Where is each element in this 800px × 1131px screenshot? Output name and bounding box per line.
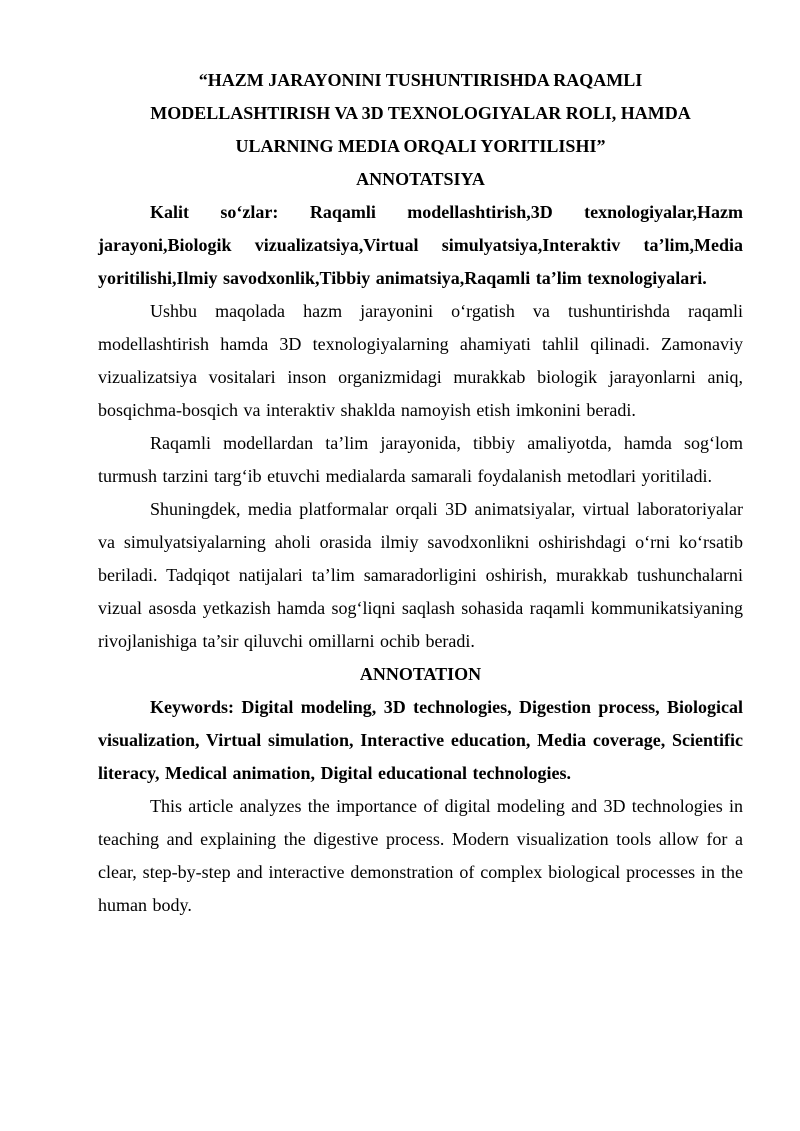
annotatsiya-heading: ANNOTATSIYA — [356, 169, 485, 189]
title-line-3: ULARNING MEDIA ORQALI YORITILISHI” — [235, 136, 606, 156]
keywords-en-paragraph: Keywords: Digital modeling, 3D technologies, Digestion process, Biological visualization, Virtual simulation, Interactive education, Media coverage, Scientific literacy, Medical animation, Digital educational technologies. — [98, 697, 743, 783]
uz-paragraph-2: Raqamli modellardan ta’lim jarayonida, tibbiy amaliyotda, hamda sog‘lom turmush tarzini targ‘ib etuvchi medialarda samarali foydalanish metodlari yoritiladi. — [98, 433, 743, 486]
article-title — [98, 64, 743, 163]
annotation-heading: ANNOTATION — [359, 664, 482, 684]
keywords-uz-paragraph: Kalit so‘zlar: Raqamli modellashtirish,3D texnologiyalar,Hazm jarayoni,Biologik vizualizatsiya,Virtual simulyatsiya,Interaktiv ta’lim,Media yoritilishi,Ilmiy savodxonlik,Tibbiy animatsiya,Raqamli ta’lim texnologiyalari. — [98, 202, 743, 288]
uz-paragraph-3: Shuningdek, media platformalar orqali 3D animatsiyalar, virtual laboratoriyalar va simulyatsiyalarning aholi orasida ilmiy savodxonlikni oshirishdagi o‘rni ko‘rsatib beriladi. Tadqiqot natijalari ta’lim samaradorligini oshirish, murakkab tushunchalarni vizual asosda yetkazish hamda sog‘liqni saqlash sohasida raqamli kommunikatsiyaning rivojlanishiga ta’sir qiluvchi omillarni ochib beradi. — [98, 499, 743, 651]
en-paragraph-1: This article analyzes the importance of digital modeling and 3D technologies in teaching and explaining the digestive process. Modern visualization tools allow for a clear, step-by-step and interactive demonstration of complex biological processes in the human body. — [98, 796, 743, 915]
title-line-1: “HAZM JARAYONINI TUSHUNTIRISHDA RAQAMLI — [198, 70, 643, 90]
uz-paragraph-1: Ushbu maqolada hazm jarayonini o‘rgatish va tushuntirishda raqamli modellashtirish hamda 3D texnologiyalarning ahamiyati tahlil qilinadi. Zamonaviy vizualizatsiya vositalari inson organizmidagi murakkab biologik jarayonlarni aniq, bosqichma-bosqich va interaktiv shaklda namoyish etish imkonini beradi. — [98, 301, 743, 420]
title-line-2: MODELLASHTIRISH VA 3D TEXNOLOGIYALAR ROLI, HAMDA — [150, 103, 691, 123]
